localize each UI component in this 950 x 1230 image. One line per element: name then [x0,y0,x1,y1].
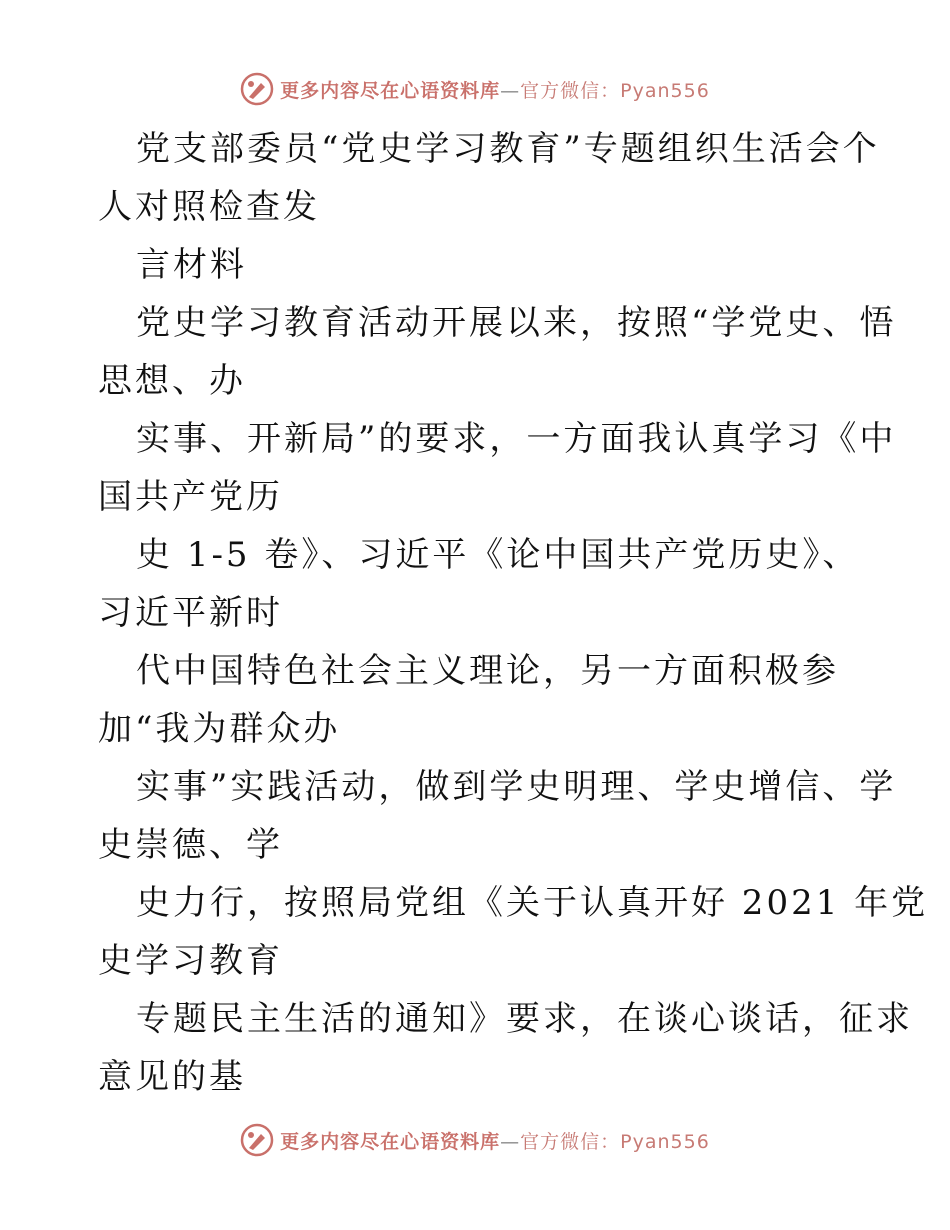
text-line: 实事”实践活动，做到学史明理、学史增信、学 [136,767,897,807]
text-line: 党史学习教育活动开展以来，按照“学党史、悟 [136,303,897,343]
text-line: 史崇德、学 [98,825,283,865]
header-watermark [0,72,950,106]
footer-watermark [0,1123,950,1157]
text-line: 国共产党历 [98,477,283,517]
text-line: 加“我为群众办 [98,709,341,749]
watermark-text [280,76,710,103]
watermark-main: 更多内容尽在心语资料库 [280,79,501,102]
text-line: 人对照检查发 [98,187,320,227]
watermark-separator: — [500,79,521,102]
text-line: 党支部委员“党史学习教育”专题组织生活会个 [136,129,880,169]
document-body [98,120,929,1106]
text-line: 实事、开新局”的要求，一方面我认真学习《中 [136,419,897,459]
text-line: 意见的基 [98,1057,246,1097]
watermark-separator: — [500,1130,521,1153]
pen-nib-logo-icon [240,1123,274,1157]
watermark-tail: 官方微信：Pyan556 [520,79,710,102]
watermark-text [280,1127,710,1154]
text-line: 代中国特色社会主义理论，另一方面积极参 [136,651,839,691]
pen-nib-logo-icon [240,72,274,106]
text-line: 专题民主生活的通知》要求，在谈心谈话，征求 [136,999,913,1039]
text-line: 言材料 [136,245,247,285]
watermark-main: 更多内容尽在心语资料库 [280,1130,501,1153]
text-line: 思想、办 [98,361,246,401]
text-line: 习近平新时 [98,593,283,633]
text-line: 史学习教育 [98,941,283,981]
text-line: 史力行，按照局党组《关于认真开好 2021 年党 [136,883,929,923]
watermark-tail: 官方微信：Pyan556 [520,1130,710,1153]
text-line: 史 1-5 卷》、习近平《论中国共产党历史》、 [136,535,860,575]
